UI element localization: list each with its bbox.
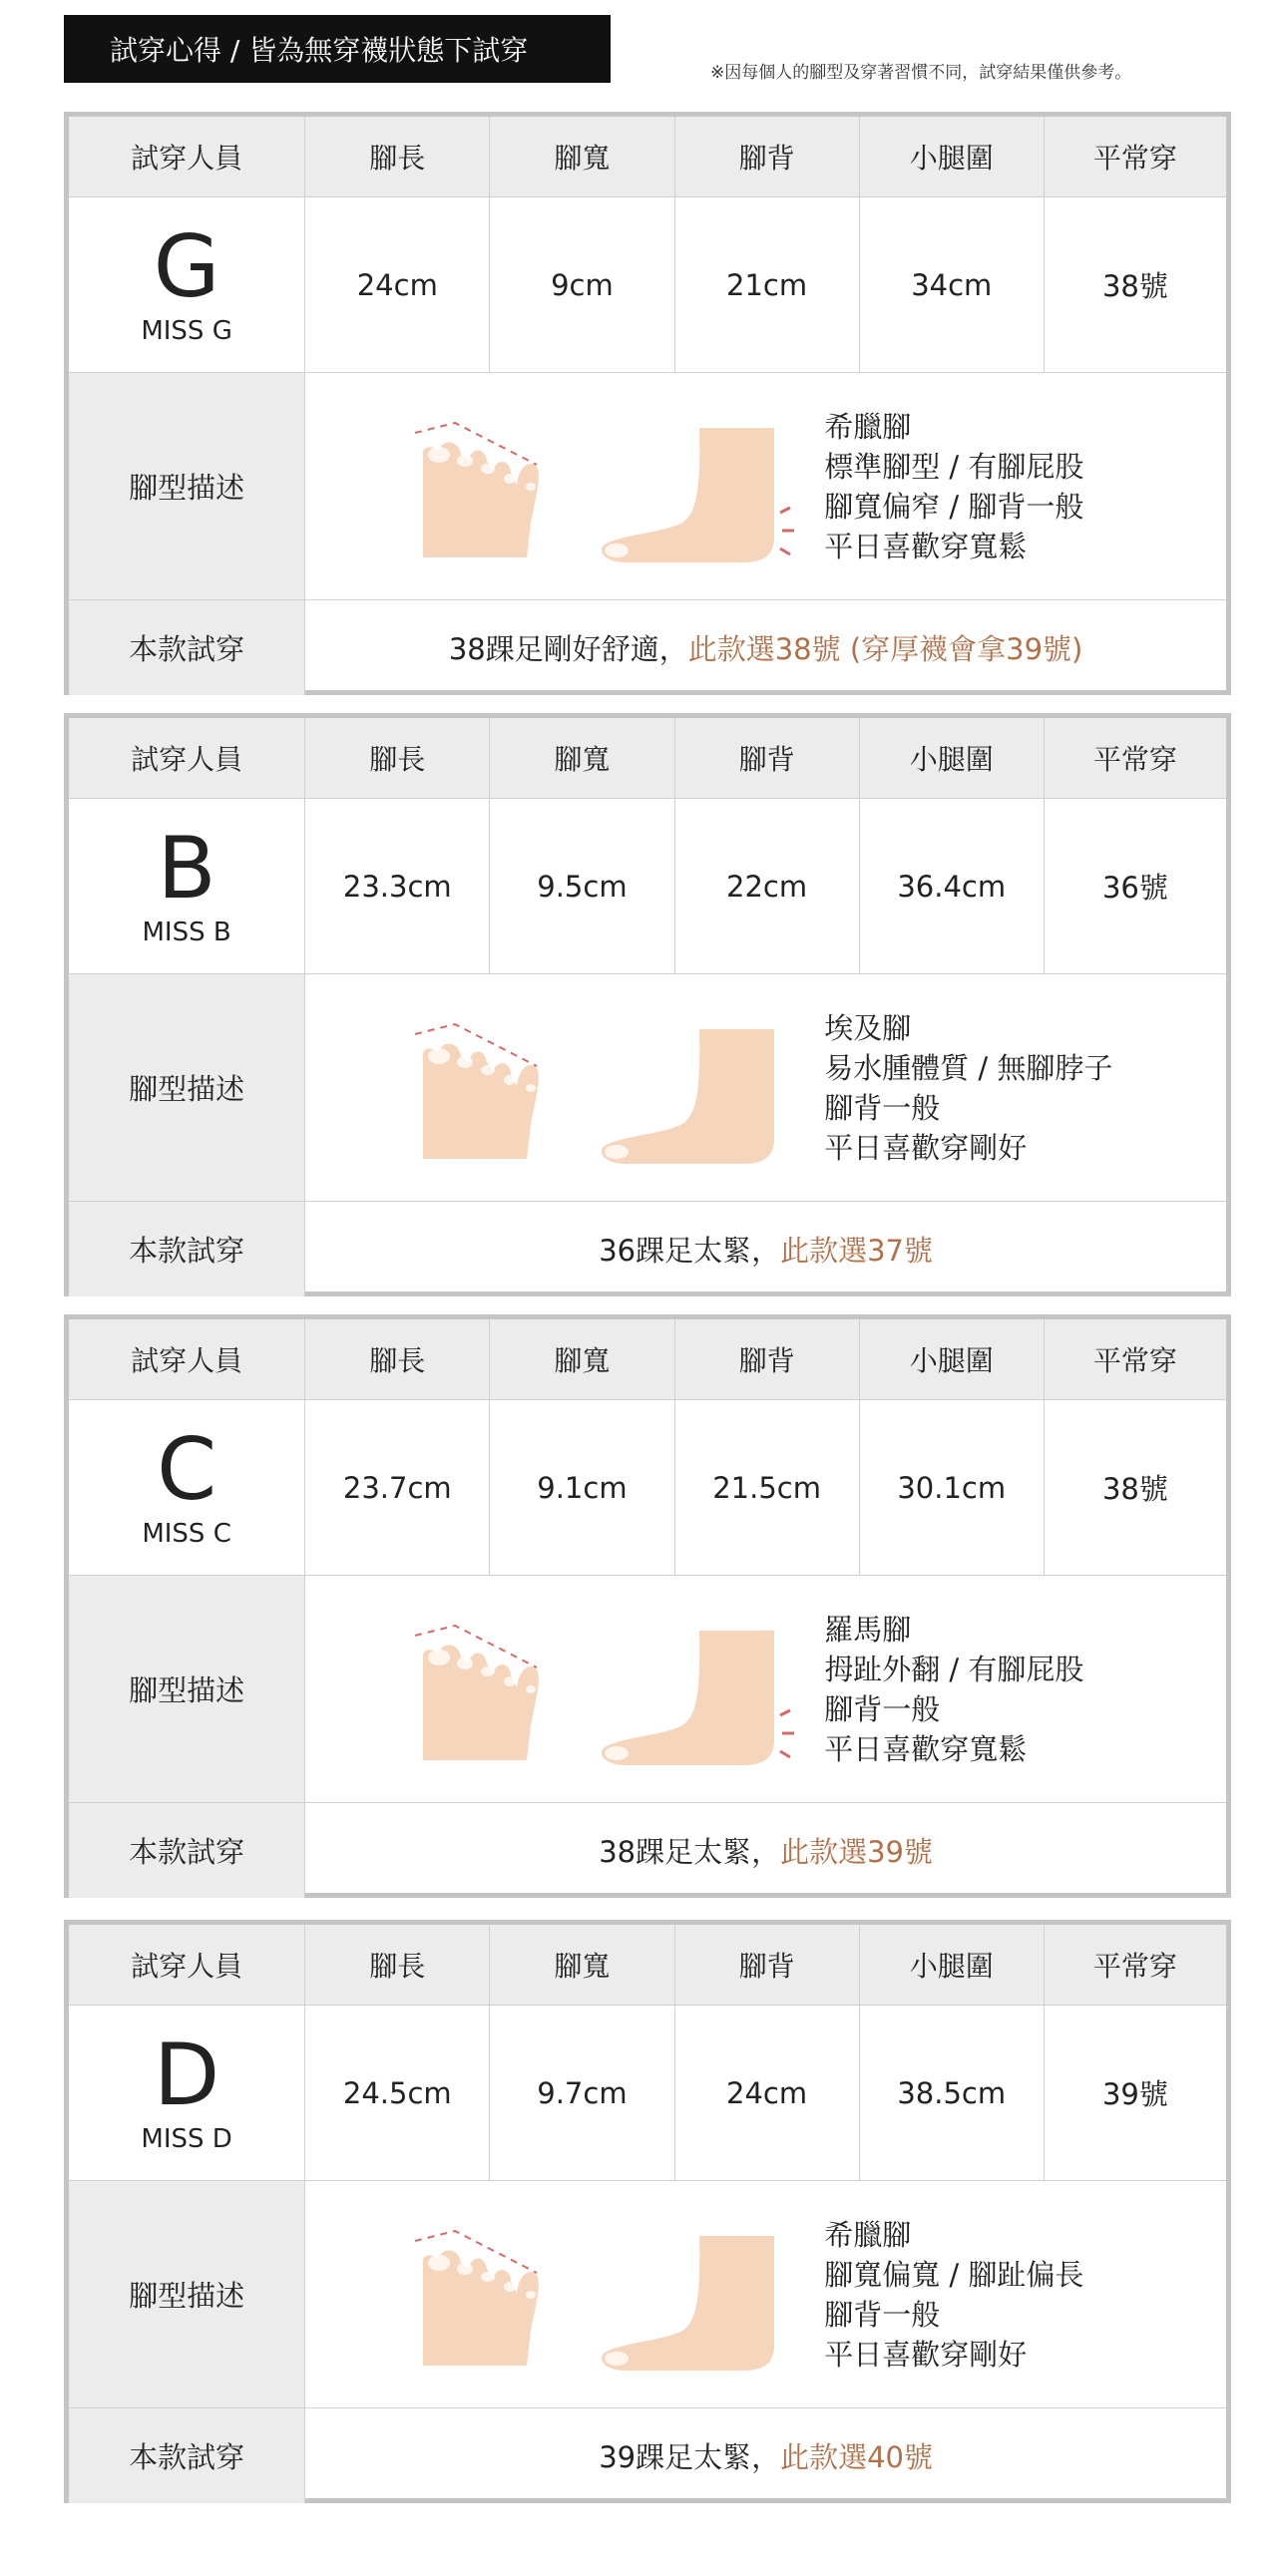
fit-plain-text: 38踝足剛好舒適，: [448, 632, 688, 666]
tester-letter: B: [157, 818, 216, 919]
tester-letter: C: [157, 1419, 217, 1520]
foot-length-value: 24cm: [305, 197, 490, 373]
fit-table: [69, 1319, 1226, 1898]
foot-shape-icon: [305, 1576, 824, 1795]
col-header-tester: 試穿人員: [69, 117, 305, 197]
calf-value: 30.1cm: [859, 1400, 1044, 1576]
fit-recommended-size: 此款選40號: [780, 2440, 933, 2474]
foot-width-value: 9cm: [490, 197, 674, 373]
col-header-width: 腳寬: [490, 117, 674, 197]
fit-table: [69, 117, 1226, 695]
fit-result: [305, 1803, 1226, 1899]
fit-result: [305, 1202, 1226, 1297]
col-header-instep: 腳背: [674, 1925, 859, 2006]
fit-row: [69, 2408, 1226, 2504]
tester-letter: G: [153, 216, 220, 317]
header-row: [69, 1319, 1226, 1400]
fit-label: 本款試穿: [69, 1803, 305, 1899]
description-cell: [305, 974, 1226, 1202]
col-header-calf: 小腿圍: [859, 117, 1044, 197]
measurement-row: [69, 1400, 1226, 1576]
tester-id-cell: [69, 197, 305, 373]
foot-illustration: [305, 2181, 824, 2407]
tester-name: MISS B: [142, 917, 231, 947]
col-header-length: 腳長: [305, 718, 490, 799]
foot-trait-2: 腳背一般: [824, 1691, 941, 1726]
calf-value: 34cm: [859, 197, 1044, 373]
col-header-calf: 小腿圍: [859, 1925, 1044, 2006]
foot-side-icon: [602, 1029, 774, 1164]
usual-size-value: 39號: [1044, 2006, 1226, 2181]
description-label: 腳型描述: [69, 373, 305, 600]
description-label: 腳型描述: [69, 974, 305, 1202]
tester-card-g: [64, 112, 1231, 695]
foot-trait-1: 拇趾外翻 / 有腳屁股: [824, 1652, 1084, 1686]
fit-label: 本款試穿: [69, 600, 305, 696]
foot-length-value: 23.7cm: [305, 1400, 490, 1576]
measurement-row: [69, 799, 1226, 974]
col-header-calf: 小腿圍: [859, 1319, 1044, 1400]
description-row: [69, 373, 1226, 600]
usual-size-value: 36號: [1044, 799, 1226, 974]
foot-shape-icon: [305, 974, 824, 1194]
foot-trait-3: 平日喜歡穿寬鬆: [824, 1731, 1028, 1766]
foot-description: [824, 407, 1083, 566]
instep-value: 21.5cm: [674, 1400, 859, 1576]
disclaimer-note: ※因每個人的腳型及穿著習慣不同，試穿結果僅供參考。: [710, 63, 1132, 83]
tester-letter: D: [153, 2024, 220, 2125]
greek-foot-icon: [415, 423, 539, 557]
fit-recommended-size: 此款選37號: [780, 1234, 933, 1268]
col-header-tester: 試穿人員: [69, 1319, 305, 1400]
foot-side-icon: [602, 2236, 774, 2371]
foot-trait-2: 腳寬偏窄 / 腳背一般: [824, 489, 1084, 524]
foot-length-value: 24.5cm: [305, 2006, 490, 2181]
egyptian-foot-icon: [415, 1024, 539, 1159]
col-header-width: 腳寬: [490, 1925, 674, 2006]
instep-value: 22cm: [674, 799, 859, 974]
fit-plain-text: 36踝足太緊，: [599, 1234, 781, 1268]
description-cell: [305, 1576, 1226, 1803]
measurement-row: [69, 2006, 1226, 2181]
foot-type: 羅馬腳: [824, 1612, 912, 1647]
fit-row: [69, 1803, 1226, 1899]
col-header-tester: 試穿人員: [69, 718, 305, 799]
foot-side-heel-icon: [602, 428, 794, 562]
fit-result: [305, 2408, 1226, 2504]
foot-trait-1: 易水腫體質 / 無腳脖子: [824, 1050, 1113, 1085]
description-row: [69, 974, 1226, 1202]
foot-description: [824, 1610, 1083, 1769]
fit-row: [69, 1202, 1226, 1297]
foot-width-value: 9.7cm: [490, 2006, 674, 2181]
foot-type: 希臘腳: [824, 409, 912, 444]
page-title: 試穿心得 / 皆為無穿襪狀態下試穿: [64, 15, 611, 83]
instep-value: 21cm: [674, 197, 859, 373]
foot-description: [824, 2215, 1083, 2375]
foot-trait-3: 平日喜歡穿剛好: [824, 1130, 1028, 1165]
description-row: [69, 2181, 1226, 2408]
col-header-length: 腳長: [305, 117, 490, 197]
fit-plain-text: 39踝足太緊，: [599, 2440, 781, 2474]
fit-row: [69, 600, 1226, 696]
header-row: [69, 1925, 1226, 2006]
tester-card-d: [64, 1920, 1231, 2503]
tester-id-cell: [69, 799, 305, 974]
col-header-usual-size: 平常穿: [1044, 1319, 1226, 1400]
foot-trait-1: 標準腳型 / 有腳屁股: [824, 449, 1084, 484]
tester-id-cell: [69, 1400, 305, 1576]
col-header-instep: 腳背: [674, 1319, 859, 1400]
foot-type: 埃及腳: [824, 1010, 912, 1045]
tester-name: MISS G: [141, 315, 232, 346]
header-row: [69, 718, 1226, 799]
measurement-row: [69, 197, 1226, 373]
description-label: 腳型描述: [69, 1576, 305, 1803]
foot-width-value: 9.5cm: [490, 799, 674, 974]
fit-table: [69, 718, 1226, 1296]
foot-trait-1: 腳寬偏寬 / 腳趾偏長: [824, 2257, 1084, 2292]
fit-result: [305, 600, 1226, 696]
col-header-length: 腳長: [305, 1319, 490, 1400]
fit-recommended-size: 此款選38號 (穿厚襪會拿39號): [687, 632, 1083, 666]
foot-shape-icon: [305, 2181, 824, 2400]
description-cell: [305, 373, 1226, 600]
foot-width-value: 9.1cm: [490, 1400, 674, 1576]
roman-foot-icon: [415, 1626, 539, 1760]
foot-shape-icon: [305, 373, 824, 592]
foot-illustration: [305, 974, 824, 1201]
col-header-tester: 試穿人員: [69, 1925, 305, 2006]
fit-table: [69, 1925, 1226, 2503]
greek-wide-foot-icon: [415, 2231, 539, 2366]
tester-card-c: [64, 1314, 1231, 1898]
fit-recommended-size: 此款選39號: [780, 1835, 933, 1869]
instep-value: 24cm: [674, 2006, 859, 2181]
description-label: 腳型描述: [69, 2181, 305, 2408]
col-header-width: 腳寬: [490, 1319, 674, 1400]
col-header-instep: 腳背: [674, 718, 859, 799]
foot-trait-2: 腳背一般: [824, 2297, 941, 2332]
foot-trait-3: 平日喜歡穿剛好: [824, 2337, 1028, 2372]
col-header-width: 腳寬: [490, 718, 674, 799]
tester-name: MISS C: [142, 1518, 231, 1549]
calf-value: 38.5cm: [859, 2006, 1044, 2181]
foot-type: 希臘腳: [824, 2217, 912, 2252]
foot-illustration: [305, 373, 824, 599]
usual-size-value: 38號: [1044, 197, 1226, 373]
col-header-length: 腳長: [305, 1925, 490, 2006]
tester-id-cell: [69, 2006, 305, 2181]
foot-length-value: 23.3cm: [305, 799, 490, 974]
foot-side-heel-icon: [602, 1631, 794, 1765]
col-header-calf: 小腿圍: [859, 718, 1044, 799]
foot-illustration: [305, 1576, 824, 1802]
fit-label: 本款試穿: [69, 1202, 305, 1297]
fit-label: 本款試穿: [69, 2408, 305, 2504]
tester-name: MISS D: [141, 2123, 232, 2154]
foot-trait-3: 平日喜歡穿寬鬆: [824, 529, 1028, 563]
fit-plain-text: 38踝足太緊，: [599, 1835, 781, 1869]
col-header-instep: 腳背: [674, 117, 859, 197]
calf-value: 36.4cm: [859, 799, 1044, 974]
description-row: [69, 1576, 1226, 1803]
foot-trait-2: 腳背一般: [824, 1090, 941, 1125]
col-header-usual-size: 平常穿: [1044, 718, 1226, 799]
description-cell: [305, 2181, 1226, 2408]
header-row: [69, 117, 1226, 197]
tester-card-b: [64, 713, 1231, 1296]
col-header-usual-size: 平常穿: [1044, 1925, 1226, 2006]
foot-description: [824, 1008, 1112, 1168]
usual-size-value: 38號: [1044, 1400, 1226, 1576]
col-header-usual-size: 平常穿: [1044, 117, 1226, 197]
